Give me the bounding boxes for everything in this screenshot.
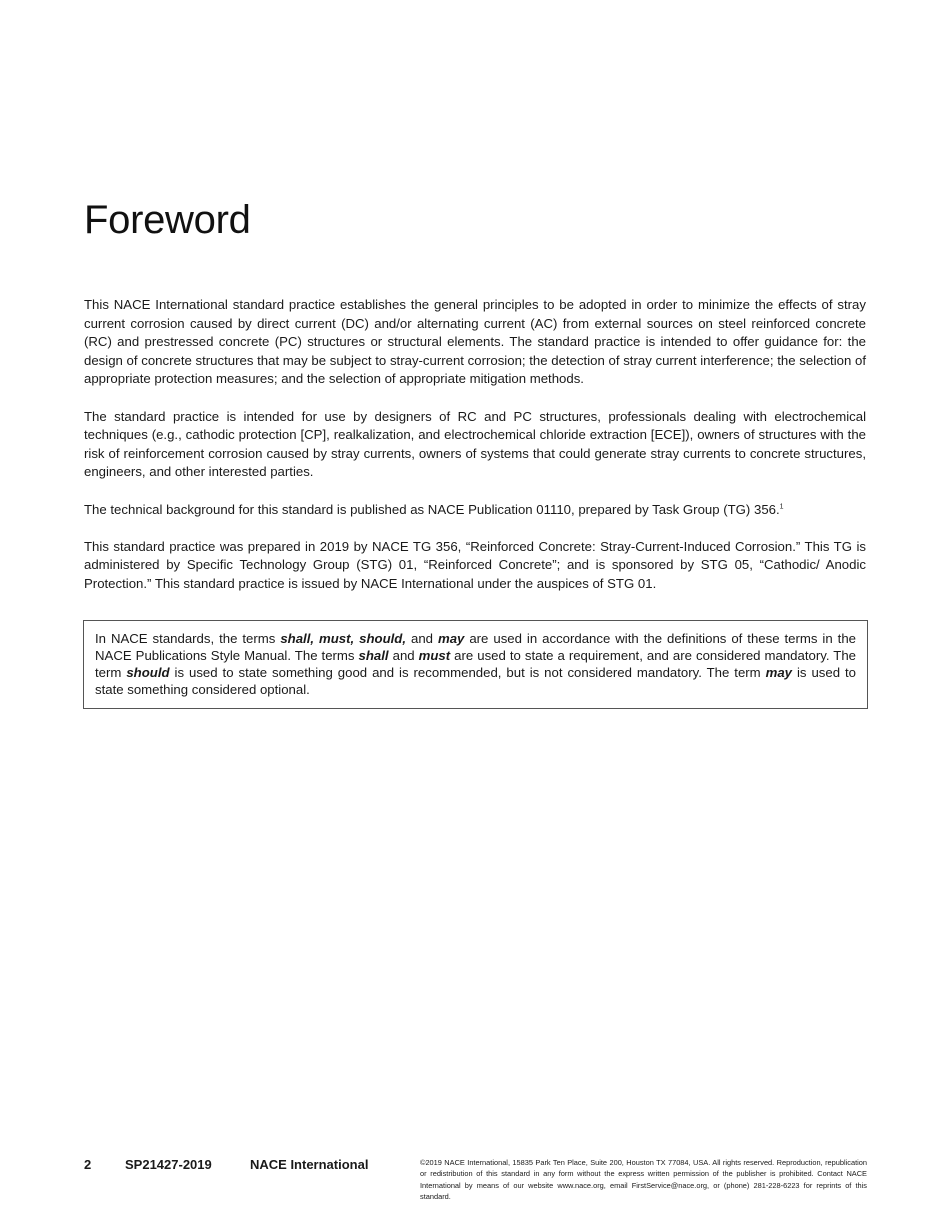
background-text: The technical background for this standard is published as NACE Publication 01110, prepared by Task Group (TG) 356. — [84, 501, 780, 517]
note-term: should — [126, 665, 170, 680]
note-term: shall — [358, 648, 389, 663]
note-text: In NACE standards, the terms — [95, 631, 281, 646]
note-term: may — [437, 631, 465, 646]
note-text: are used in accordance with the definitions of these terms in the NACE Publications Style Manual. The terms — [95, 631, 856, 663]
note-term: shall, must, should, — [280, 631, 407, 646]
foreword-body — [84, 296, 866, 612]
paragraph-preparation: This standard practice was prepared in 2019 by NACE TG 356, “Reinforced Concrete: Stray-Current-Induced Corrosion.” This TG is administered by Specific Technology Group (STG) 01, “Reinforced Concrete”; and is sponsored by STG 05, “Cathodic/ Anodic Protection.” This standard practice is issued by NACE International under the auspices of STG 01. — [84, 538, 866, 591]
note-text: and — [406, 631, 438, 646]
note-term: must — [418, 648, 451, 663]
note-text: is used to state something good and is recommended, but is not considered mandatory. The term — [169, 665, 766, 680]
paragraph-background — [84, 501, 866, 520]
note-text: is used to state something considered optional. — [95, 665, 856, 697]
paragraph-scope: This NACE International standard practice establishes the general principles to be adopted in order to minimize the effects of stray current corrosion caused by direct current (DC) and/or alternating current (AC) from external sources on steel reinforced concrete (RC) and prestressed concrete (PC) structures or structural elements. The standard practice is intended to offer guidance for: the design of concrete structures that may be subject to stray-current corrosion; the detection of stray current interference; the selection of appropriate protection measures; and the selection of appropriate mitigation methods. — [84, 297, 866, 387]
page-number: 2 — [84, 1157, 92, 1172]
copyright-notice: ©2019 NACE International, 15835 Park Ten Place, Suite 200, Houston TX 77084, USA. All rights reserved. Reproduction, republication or redistribution of this standard in any form without the express written permission of the publisher is prohibited. Contact NACE International by means of our website www.nace.org, email FirstService@nace.org, or (phone) 281-228-6223 for reprints of this standard. — [420, 1158, 867, 1202]
reference-superscript: 1 — [779, 503, 784, 511]
page-title: Foreword — [84, 198, 251, 242]
note-term: may — [765, 665, 793, 680]
paragraph-audience: The standard practice is intended for use by designers of RC and PC structures, professionals dealing with electrochemical techniques (e.g., cathodic protection [CP], realkalization, and electrochemical chloride extraction [ECE]), owners of structures with the risk of reinforcement corrosion caused by stray currents, owners of systems that could generate stray currents to concrete structures, engineers, and other interested parties. — [84, 408, 866, 480]
standard-id: SP21427-2019 — [125, 1157, 212, 1172]
terminology-note-box — [83, 620, 868, 709]
note-text: and — [388, 648, 419, 663]
page-footer — [84, 1157, 866, 1205]
note-text: are used to state a requirement, and are considered mandatory. The term — [95, 648, 856, 680]
organization-name: NACE International — [250, 1157, 369, 1172]
